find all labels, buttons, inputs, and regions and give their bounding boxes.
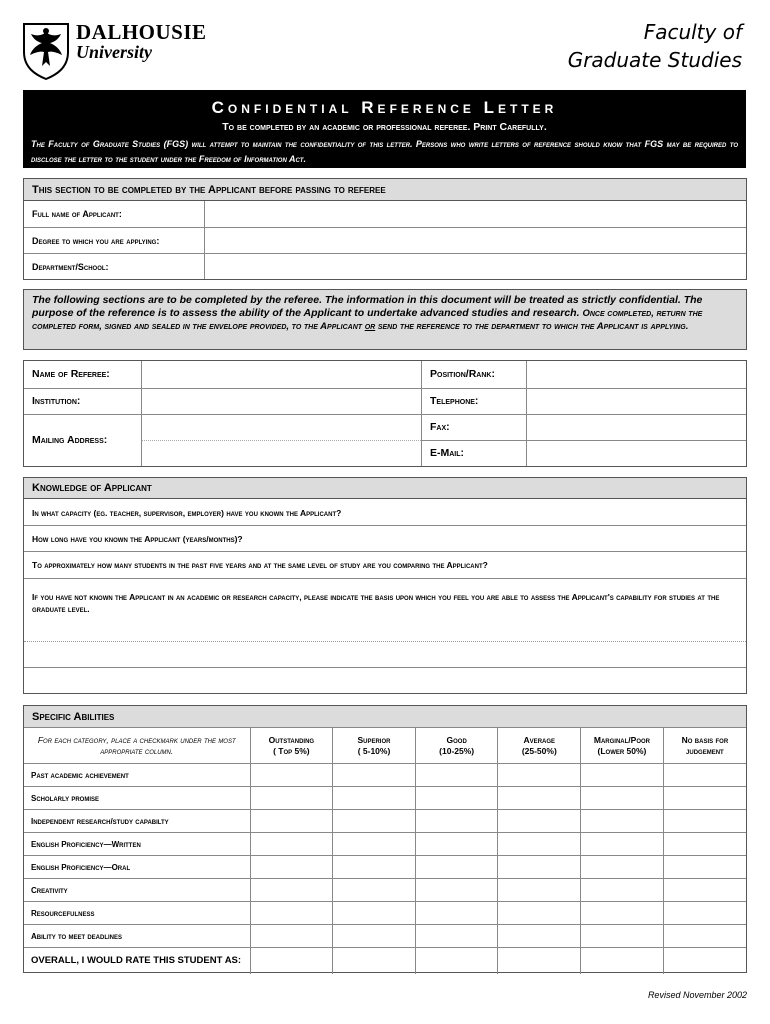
email-label: E-Mail: [430, 447, 465, 459]
degree-row [24, 228, 746, 254]
telephone-label: Telephone: [430, 395, 479, 407]
fax-label: Fax: [430, 421, 450, 433]
mailing-address-label: Mailing Address: [32, 434, 108, 446]
col-good: Good (10-25%) [415, 728, 498, 764]
ability-check-cell[interactable] [581, 833, 664, 856]
overall-check-cell[interactable] [581, 948, 664, 974]
mailing-address-input[interactable] [141, 414, 422, 466]
applicant-section-heading: This section to be completed by the Applicant before passing to referee [24, 179, 746, 201]
confidentiality-notice: The Faculty of Graduate Studies (FGS) will attempt to maintain the confidentiality of this letter. Persons who write letters of reference should know that FGS may be required to disclose the letter to the student under the Freedom of Information Act. [31, 139, 738, 164]
title-banner [23, 90, 746, 168]
ability-check-cell[interactable] [498, 902, 581, 925]
knowledge-section [23, 477, 747, 694]
faculty-title-line1: Faculty of [643, 20, 742, 44]
abilities-instruction: For each category, place a checkmark under the most appropriate column. [24, 728, 250, 764]
ability-label: Past academic achievement [24, 764, 250, 787]
ability-row [24, 879, 746, 902]
applicant-section [23, 178, 747, 280]
ability-check-cell[interactable] [415, 879, 498, 902]
ability-check-cell[interactable] [250, 925, 333, 948]
capacity-question-row[interactable] [24, 499, 746, 526]
duration-question: How long have you known the Applicant (years/months)? [32, 534, 243, 544]
ability-check-cell[interactable] [415, 787, 498, 810]
ability-check-cell[interactable] [581, 856, 664, 879]
ability-check-cell[interactable] [415, 925, 498, 948]
email-input[interactable] [526, 440, 746, 466]
ability-label: Ability to meet deadlines [24, 925, 250, 948]
department-row [24, 254, 746, 279]
ability-check-cell[interactable] [415, 833, 498, 856]
col-no-basis: No basis for judgement [663, 728, 746, 764]
overall-check-cell[interactable] [663, 948, 746, 974]
referee-name-label: Name of Referee: [32, 368, 110, 380]
ability-label: Scholarly promise [24, 787, 250, 810]
ability-check-cell[interactable] [250, 833, 333, 856]
ability-label: Creativity [24, 879, 250, 902]
col-average: Average (25-50%) [498, 728, 581, 764]
comparison-question: To approximately how many students in the past five years and at the same level of study are you comparing the Applicant? [32, 560, 488, 570]
ability-check-cell[interactable] [581, 925, 664, 948]
applicant-name-label: Full name of Applicant: [32, 209, 122, 219]
ability-check-cell[interactable] [250, 810, 333, 833]
referee-notice-or: or [364, 321, 376, 332]
ability-row [24, 856, 746, 879]
comparison-question-row[interactable] [24, 551, 746, 579]
ability-check-cell[interactable] [663, 879, 746, 902]
ability-label: Independent research/study capabilty [24, 810, 250, 833]
ability-check-cell[interactable] [498, 879, 581, 902]
ability-check-cell[interactable] [498, 787, 581, 810]
ability-check-cell[interactable] [415, 902, 498, 925]
ability-check-cell[interactable] [581, 879, 664, 902]
ability-check-cell[interactable] [333, 856, 416, 879]
ability-check-cell[interactable] [663, 833, 746, 856]
col-marginal: Marginal/Poor (Lower 50%) [581, 728, 664, 764]
ability-row [24, 787, 746, 810]
form-title: Confidential Reference Letter [211, 98, 558, 117]
ability-check-cell[interactable] [498, 764, 581, 787]
ability-row [24, 764, 746, 787]
faculty-title-line2: Graduate Studies [567, 48, 742, 72]
ability-check-cell[interactable] [250, 902, 333, 925]
revision-note: Revised November 2002 [647, 990, 747, 1000]
department-label: Department/School: [32, 262, 109, 272]
degree-label: Degree to which you are applying: [32, 236, 160, 246]
basis-question: If you have not known the Applicant in an academic or research capacity, please indicate the basis upon which you feel you are able to assess the Applicant's capability for studies at the graduate level. [32, 592, 720, 614]
ability-check-cell[interactable] [333, 810, 416, 833]
telephone-input[interactable] [526, 388, 746, 414]
ability-check-cell[interactable] [333, 902, 416, 925]
ability-row [24, 810, 746, 833]
referee-section [23, 360, 747, 467]
overall-check-cell[interactable] [498, 948, 581, 974]
institution-label: Institution: [32, 395, 81, 407]
overall-check-cell[interactable] [415, 948, 498, 974]
ability-check-cell[interactable] [250, 879, 333, 902]
referee-notice-return-text: Once completed, return the completed form, signed and sealed in the envelope provided, to the Applicant [32, 308, 703, 332]
ability-check-cell[interactable] [250, 764, 333, 787]
ability-label: English Proficiency—Written [24, 833, 250, 856]
capacity-question: In what capacity (eg. teacher, supervisor, employer) have you known the Applicant? [32, 508, 342, 518]
department-input[interactable] [204, 254, 746, 279]
referee-name-input[interactable] [141, 361, 422, 388]
ability-check-cell[interactable] [333, 833, 416, 856]
ability-check-cell[interactable] [663, 810, 746, 833]
col-outstanding: Outstanding ( Top 5%) [250, 728, 333, 764]
ability-check-cell[interactable] [498, 925, 581, 948]
institution-input[interactable] [141, 388, 422, 414]
ability-check-cell[interactable] [663, 925, 746, 948]
ability-check-cell[interactable] [333, 787, 416, 810]
duration-question-row[interactable] [24, 525, 746, 552]
ability-check-cell[interactable] [333, 925, 416, 948]
col-superior: Superior ( 5-10%) [333, 728, 416, 764]
ability-check-cell[interactable] [663, 764, 746, 787]
ability-check-cell[interactable] [250, 856, 333, 879]
ability-check-cell[interactable] [250, 787, 333, 810]
abilities-section [23, 705, 747, 973]
ability-check-cell[interactable] [581, 764, 664, 787]
overall-check-cell[interactable] [333, 948, 416, 974]
university-subtitle: University [76, 42, 152, 62]
ability-check-cell[interactable] [663, 856, 746, 879]
abilities-heading: Specific Abilities [24, 706, 746, 727]
referee-notice-text: The following sections are to be completed by the referee. The information in this document will be treated as strictly confidential. The purpose of the reference is to assess the ability of the Applicant to undertake advanced studies and research. [32, 294, 703, 319]
ability-check-cell[interactable] [581, 810, 664, 833]
ability-label: English Proficiency—Oral [24, 856, 250, 879]
ability-check-cell[interactable] [415, 764, 498, 787]
ability-label: Resourcefulness [24, 902, 250, 925]
ability-check-cell[interactable] [663, 902, 746, 925]
position-input[interactable] [526, 361, 746, 388]
ability-check-cell[interactable] [415, 856, 498, 879]
position-label: Position/Rank: [430, 368, 495, 380]
applicant-name-input[interactable] [204, 201, 746, 227]
degree-input[interactable] [204, 228, 746, 253]
ability-check-cell[interactable] [498, 810, 581, 833]
ability-row [24, 902, 746, 925]
ability-check-cell[interactable] [663, 787, 746, 810]
university-name: DALHOUSIE [76, 20, 207, 44]
overall-check-cell[interactable] [250, 948, 333, 974]
referee-notice-box [23, 289, 747, 350]
ability-check-cell[interactable] [581, 902, 664, 925]
ability-check-cell[interactable] [333, 879, 416, 902]
ability-check-cell[interactable] [581, 787, 664, 810]
knowledge-heading: Knowledge of Applicant [24, 478, 746, 499]
ability-check-cell[interactable] [415, 810, 498, 833]
ability-check-cell[interactable] [333, 764, 416, 787]
fax-input[interactable] [526, 414, 746, 440]
ability-check-cell[interactable] [498, 856, 581, 879]
ability-row [24, 925, 746, 948]
dalhousie-crest-logo [22, 22, 70, 80]
ability-check-cell[interactable] [498, 833, 581, 856]
referee-notice-send-text: send the reference to the department to which the Applicant is applying. [377, 321, 689, 332]
applicant-name-row [24, 201, 746, 228]
form-subtitle: To be completed by an academic or professional referee. Print Carefully. [222, 121, 547, 133]
ability-row [24, 833, 746, 856]
abilities-table [24, 727, 746, 974]
overall-rating-label: OVERALL, I WOULD RATE THIS STUDENT AS: [24, 948, 250, 974]
basis-question-area[interactable] [24, 578, 746, 693]
